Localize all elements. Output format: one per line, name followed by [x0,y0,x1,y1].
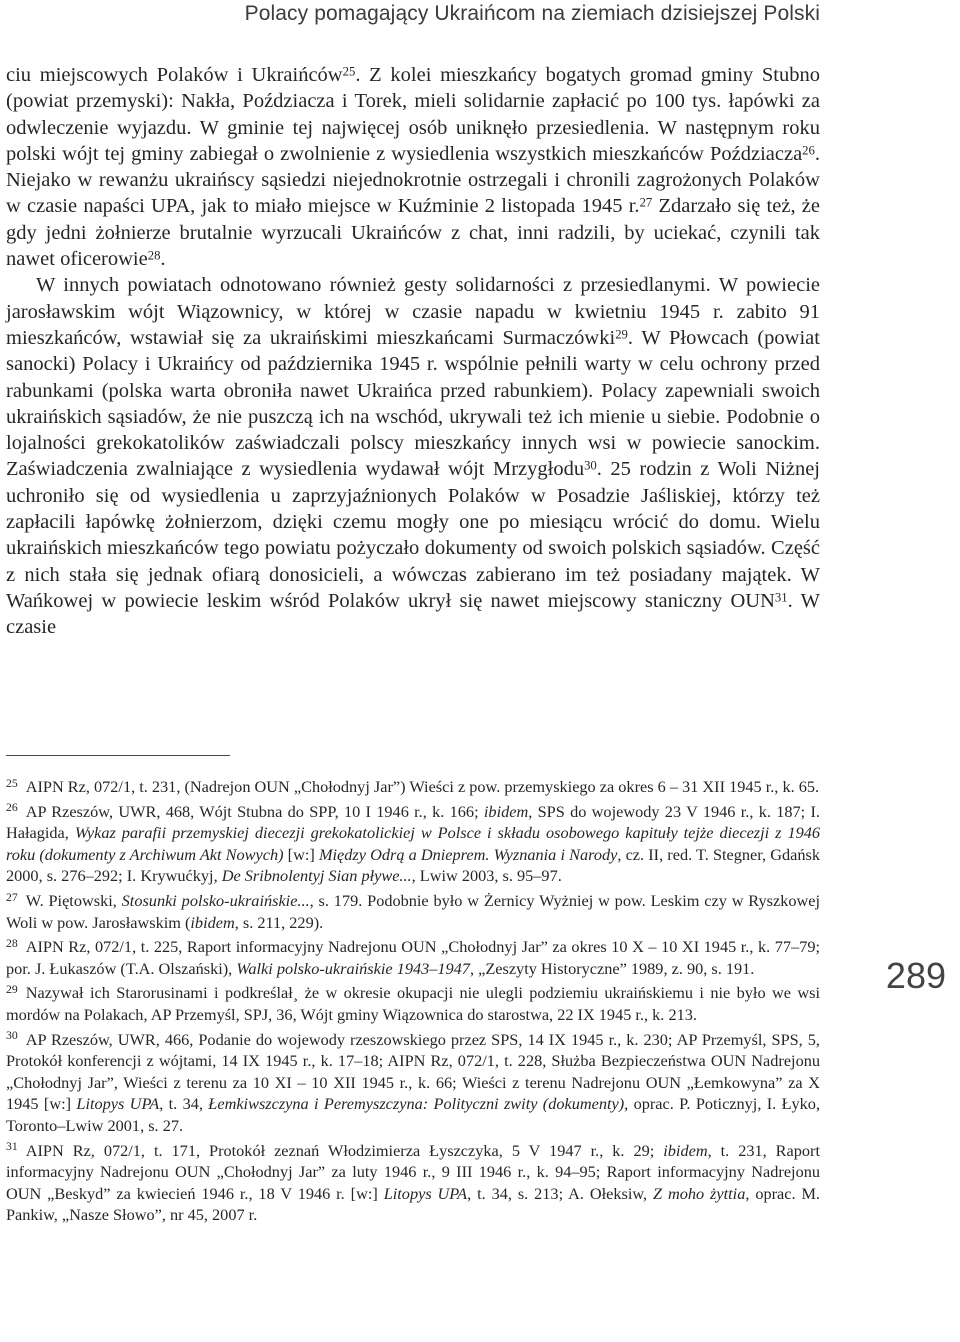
footnote-number: 29 [6,983,18,997]
text-run: AP Rzeszów, UWR, 468, Wójt Stubna do SPP, 10 I 1946 r., k. 166; [25,801,484,821]
footnote-number: 30 [6,1029,18,1043]
text-run: . Z kolei mieszkańcy bogatych gromad gminy Stubno (powiat przemyski): Nakła, Poździacza i Torek, mieli solidarnie zapłacić po 100 tys. łapówki za odwleczenie wyjazdu. W gminie tej najwięcej osób uniknęło przesiedlenia. W następnym roku polski wójt tej gminy zabiegał o zwolnienie z wysiedlenia wszystkich mieszkańców Poździacza [6,64,820,165]
footnote-separator [6,755,230,756]
text-run: AIPN Rz, 072/1, t. 171, Protokół zeznań Włodzimierza Łyszczyka, 5 V 1947 r., k. 29; [25,1140,664,1160]
footnote-ref[interactable]: 27 [639,195,653,210]
italic-title: Wykaz parafii przemyskiej diecezji grekokatolickiej w Polsce i składu osobowego kapituły tejże diecezji z 1946 roku (dokumenty z Archiwum Akt Nowych) [6,823,821,864]
italic-title: Walki polsko-ukraińskie 1943–1947 [236,958,470,978]
footnote-25 [6,776,820,798]
text-run: Zdarzało się też, że gdy jedni żołnierze brutalnie wyrzucali Ukraińców z chat, inni radzili, by uciekać, czynili tak nawet oficerowie [6,195,820,271]
footnote-ref[interactable]: 30 [584,458,597,473]
text-run: , t. 34, s. 213; A. Ołeksiw, [467,1183,654,1203]
text-run: W innych powiatach odnotowano również gesty solidarności z przesiedlanymi. W powiecie jarosławskim wójt Wiązownicy, w której w czasie napadu w kwietniu 1945 r. zabito 91 mieszkańców, wstawiał się za ukraińskimi mieszkańcami Surmaczówki [6,274,820,349]
text-run: . W czasie [6,589,820,639]
footnotes [6,776,820,1229]
footnote-ref[interactable]: 26 [802,143,815,158]
text-run: , t. 34, [159,1094,209,1114]
paragraph [6,62,820,272]
text-run: W. Piętowski, [25,890,122,910]
text-run: , oprac. M. Pankiw, „Nasze Słowo”, nr 45, 2007 r. [6,1183,820,1225]
footnote-number: 31 [6,1140,18,1154]
footnote-ref[interactable]: 29 [615,327,628,342]
italic-title: ibidem [190,912,235,932]
italic-title: Stosunki polsko-ukraińskie... [121,890,310,910]
paragraph [6,272,820,640]
footnote-number: 27 [6,890,18,904]
text-run: AIPN Rz, 072/1, t. 225, Raport informacyjny Nadrejonu OUN „Chołodnyj Jar” za okres 10 X – 10 XI 1945 r., k. 77–79; por. J. Łukaszów (T.A. Olszański), [6,937,820,978]
text-run: , oprac. P. Poticznyj, I. Łyko, Toronto–Lwiw 2001, s. 27. [6,1094,821,1135]
body-text [6,62,820,641]
italic-title: Z moho żyttia [653,1183,746,1203]
text-run: [w:] [283,844,319,864]
footnote-number: 25 [6,776,18,790]
text-run: ciu miejscowych Polaków i Ukraińców [6,64,343,86]
text-run: . 25 rodzin z Woli Niżnej uchroniło się od wysiedlenia u zaprzyjaźnionych Polaków w Posadzie Jaśliskiej, którzy też zapłacili łapówkę żołnierzom, dzięki czemu mogły one po miesiącu wrócić do domu. Wielu ukraińskich mieszkańców tego powiatu pożyczało dokumenty od swoich polskich sąsiadów. Część z nich stała się jednak ofiarą donosicieli, a wówczas zabierano im też posiadany majątek. W Wańkowej w powiecie leskim wśród Polaków ukrył się nawet miejscowy staniczny OUN [6,458,820,612]
running-head: Polacy pomagający Ukraińcom na ziemiach dzisiejszej Polski [244,2,820,25]
italic-title: Litopys UPA [383,1183,468,1203]
text-run: , SPS do wojewody 23 V 1946 r., k. 187; I. Hałagida, [6,801,820,843]
text-run: AP Rzeszów, UWR, 466, Podanie do wojewody rzeszowskiego przez SPS, 14 IX 1945 r., k. 230; AP Przemyśl, SPS, 5, Protokół konferencji z wójtami, 14 IX 1945 r., k. 17–18; AIPN Rz, 072/1, t. 228, Służba Bezpieczeństwa OUN Nadrejonu „Chołodnyj Jar”, Wieści z terenu za 10 XI – 10 XII 1945 r., k. 66; Wieści z terenu Nadrejonu OUN „Łemkowyna” za X 1945 [w:] [6,1029,820,1114]
footnote-29 [6,982,820,1025]
italic-title: ibidem [663,1140,708,1160]
text-run: , Lwiw 2003, s. 95–97. [411,866,562,886]
text-run: , s. 211, 229). [234,912,324,932]
text-run: , „Zeszyty Historyczne” 1989, z. 90, s. 191. [469,958,755,978]
footnote-30 [6,1029,820,1137]
footnote-ref[interactable]: 25 [342,64,356,79]
footnote-ref[interactable]: 31 [774,590,788,605]
footnote-31 [6,1140,820,1226]
text-run: . W Płowcach (powiat sanocki) Polacy i Ukraińcy od października 1945 r. wspólnie pełnili warty w celu ochrony przed rabunkami (polska warta obroniła nawet Ukraińca przed rabunkiem). Polacy zapewniali swoich ukraińskich sąsiadów, że nie puszczą ich na wschód, ukrywali też ich mienie u siebie. Podobnie o lojalności grekokatolików zaświadczali polscy mieszkańcy innych wsi w powiecie sanockim. Zaświadczenia zwalniające z wysiedlenia wydawał wójt Mrzygłodu [6,326,820,481]
italic-title: Litopys UPA [76,1094,160,1114]
italic-title: ibidem [483,801,529,821]
footnote-28 [6,936,820,979]
italic-title: De Sribnolentyj Sian pływe... [221,866,412,886]
footnote-27 [6,890,820,933]
text-run: , t. 231, Raport informacyjny Nadrejonu OUN „Chołodnyj Jar” za luty 1946 r., 9 III 1946 r., k. 94–95; Raport informacyjny Nadrejonu OUN „Beskyd” za kwiecień 1946 r., 18 V 1946 r. [w:] [6,1140,820,1203]
footnote-number: 26 [6,801,18,815]
text-run: Nazywał ich Starorusinami i podkreślał¸ że w okresie okupacji nie ulegli podziemiu ukraińskiemu i nie było we wsi mordów na Polakach, AP Przemyśl, SPJ, 36, Wójt gminy Wiązownica do starostwa, 22 IX 1945 r., k. 213. [6,983,820,1024]
footnote-number: 28 [6,936,18,950]
text-run: , s. 179. Podobnie było w Żernicy Wyżniej w pow. Leskim czy w Ryszkowej Woli w pow. Jarosławskim ( [6,890,820,932]
footnote-26 [6,801,820,887]
text-run: , cz. II, red. T. Stegner, Gdańsk 2000, s. 276–292; I. Krywućkyj, [6,844,820,886]
page-number: 289 [885,955,946,996]
footnote-ref[interactable]: 28 [147,248,161,263]
italic-title: Łemkiwszczyna i Peremyszczyna: Politycznі zwity (dokumenty) [208,1094,625,1114]
text-run: . [160,248,166,271]
text-run: AIPN Rz, 072/1, t. 231, (Nadrejon OUN „Chołodnyj Jar”) Wieści z pow. przemyskiego za okres 6 – 31 XII 1945 r., k. 65. [25,777,820,796]
italic-title: Między Odrą a Dnieprem. Wyznania i Narody [318,844,618,864]
text-run: . Niejako w rewanżu ukraińscy sąsiedzi niejednokrotnie ostrzegali i chronili zagrożonych Polaków w czasie napaści UPA, jak to miało miejsce w Kuźminie 2 listopada 1945 r. [6,142,820,218]
